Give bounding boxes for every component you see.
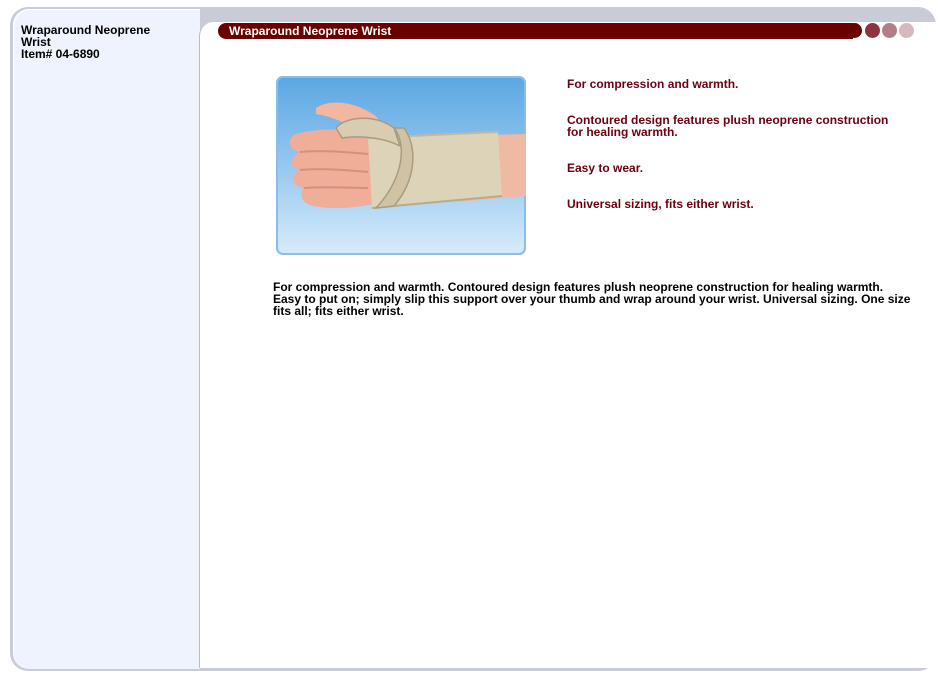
title-dot [847,23,862,38]
product-image [276,76,526,255]
feature-item: Easy to wear. [567,161,644,175]
page-title: Wraparound Neoprene Wrist [229,24,392,38]
sidebar-item-number: Item# 04-6890 [21,47,100,61]
sidebar [13,9,200,669]
wrist-brace-illustration [276,76,526,255]
sidebar-product-info [21,24,181,60]
sidebar-product-name: Wraparound Neoprene Wrist [21,23,151,49]
product-description: For compression and warmth. Contoured design features plush neoprene construction for healing warmth. Easy to put on; simply slip this support over your thumb and wrap around your wrist. Universal sizing. One size fits all; fits either wrist. [273,280,911,318]
title-dot [899,23,914,38]
title-dot [865,23,880,38]
feature-item: Universal sizing, fits either wrist. [567,197,754,211]
feature-list [567,78,907,234]
feature-item: For compression and warmth. [567,77,739,91]
title-dot [882,23,897,38]
feature-item: Contoured design features plush neoprene construction for healing warmth. [567,113,889,139]
